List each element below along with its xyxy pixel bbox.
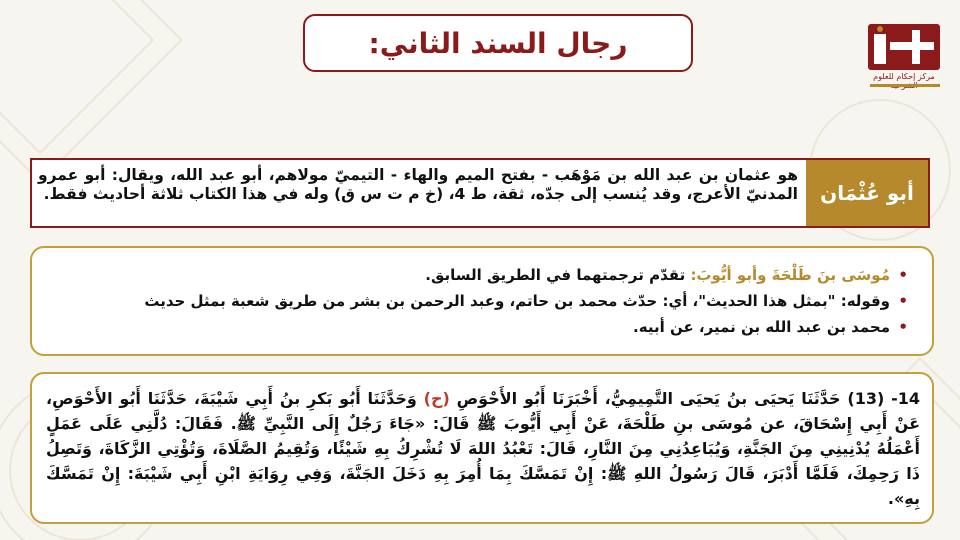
hadith-part-2: وَحَدَّثَنَا أَبُو بَكرِ بنُ أَبِي شَيْبَةَ، حَدَّثَنَا أَبُو الأَحْوَصِ، عَنْ أَبِي إِسْحَاقَ، عن مُوسَى بنِ طَلْحَةَ، عَنْ أَبِي أَيُّوبَ ﷺ قَالَ: «جَاءَ رَجُلٌ إِلَى النَّبِيِّ ﷺ. فَقَالَ: دُلَّنِي عَلَى عَمَلٍ أَعْمَلُهُ يُدْنِينِي مِنَ الجَنَّةِ، وَيُبَاعِدُنِي مِنَ النَّارِ، قَالَ: تَعْبُدُ اللهَ لَا تُشْرِكُ بِهِ شَيْئًا، وَتُقِيمُ الصَّلَاةَ، وَتُؤْتِي الزَّكَاةَ، وَتَصِلُ ذَا رَحِمِكَ، فَلَمَّا أَدْبَرَ، قَالَ رَسُولُ اللهِ ﷺ: إِنْ تَمَسَّكَ بِمَا أُمِرَ بِهِ دَخَلَ الجَنَّةَ، وَفِي رِوَايَةِ ابْنِ أَبِي شَيْبَةَ: إِنْ تَمَسَّكَ بِهِ». (46, 389, 920, 508)
note-text: تقدّم ترجمتهما في الطريق السابق. (425, 266, 691, 284)
notes-list (32, 248, 932, 340)
hadith-part-1: حَدَّثَنَا يَحيَى بنُ يَحيَى التَّمِيمِيُّ، أَخْبَرَنَا أَبُو الأَحْوَصِ (449, 389, 848, 408)
page-title: رجال السند الثاني: (368, 26, 628, 60)
logo-underline (870, 84, 940, 87)
logo-subtitle: مركز إحكام للعلوم (873, 72, 935, 81)
hadith-text (46, 386, 920, 511)
hadith-number: 14- (13) (847, 389, 921, 408)
narrator-bio-box (30, 158, 930, 228)
note-highlight-names: مُوسَى بنَ طَلْحَةَ وأبو أيُّوبَ: (690, 266, 890, 284)
narrator-bio-text: هو عثمان بن عبد الله بن مَوْهَب - بفتح الميم والهاء - التيميّ مولاهم، أبو عبد الله، ويقال: أبو عمرو المدنيّ الأعرج، وقد يُنسب إلى جدّه، ثقة، ط 4، (خ م ت س ق) وله في هذا الكتاب ثلاثة أحاديث فقط. (38, 166, 798, 203)
note-item (42, 262, 908, 288)
note-item: • وقوله: "بمثل هذا الحديث"، أي: حدّث محمد بن حاتم، وعبد الرحمن بن بشر من طريق شعبة بمثل حديث (42, 288, 908, 314)
page-title-box (303, 14, 693, 72)
hadith-marker: (ح) (423, 389, 450, 408)
hadith-box (30, 372, 934, 524)
note-item: • محمد بن عبد الله بن نمير، عن أبيه. (42, 314, 908, 340)
notes-box (30, 246, 934, 356)
narrator-name-label: أبو عُثْمَان (806, 160, 928, 226)
